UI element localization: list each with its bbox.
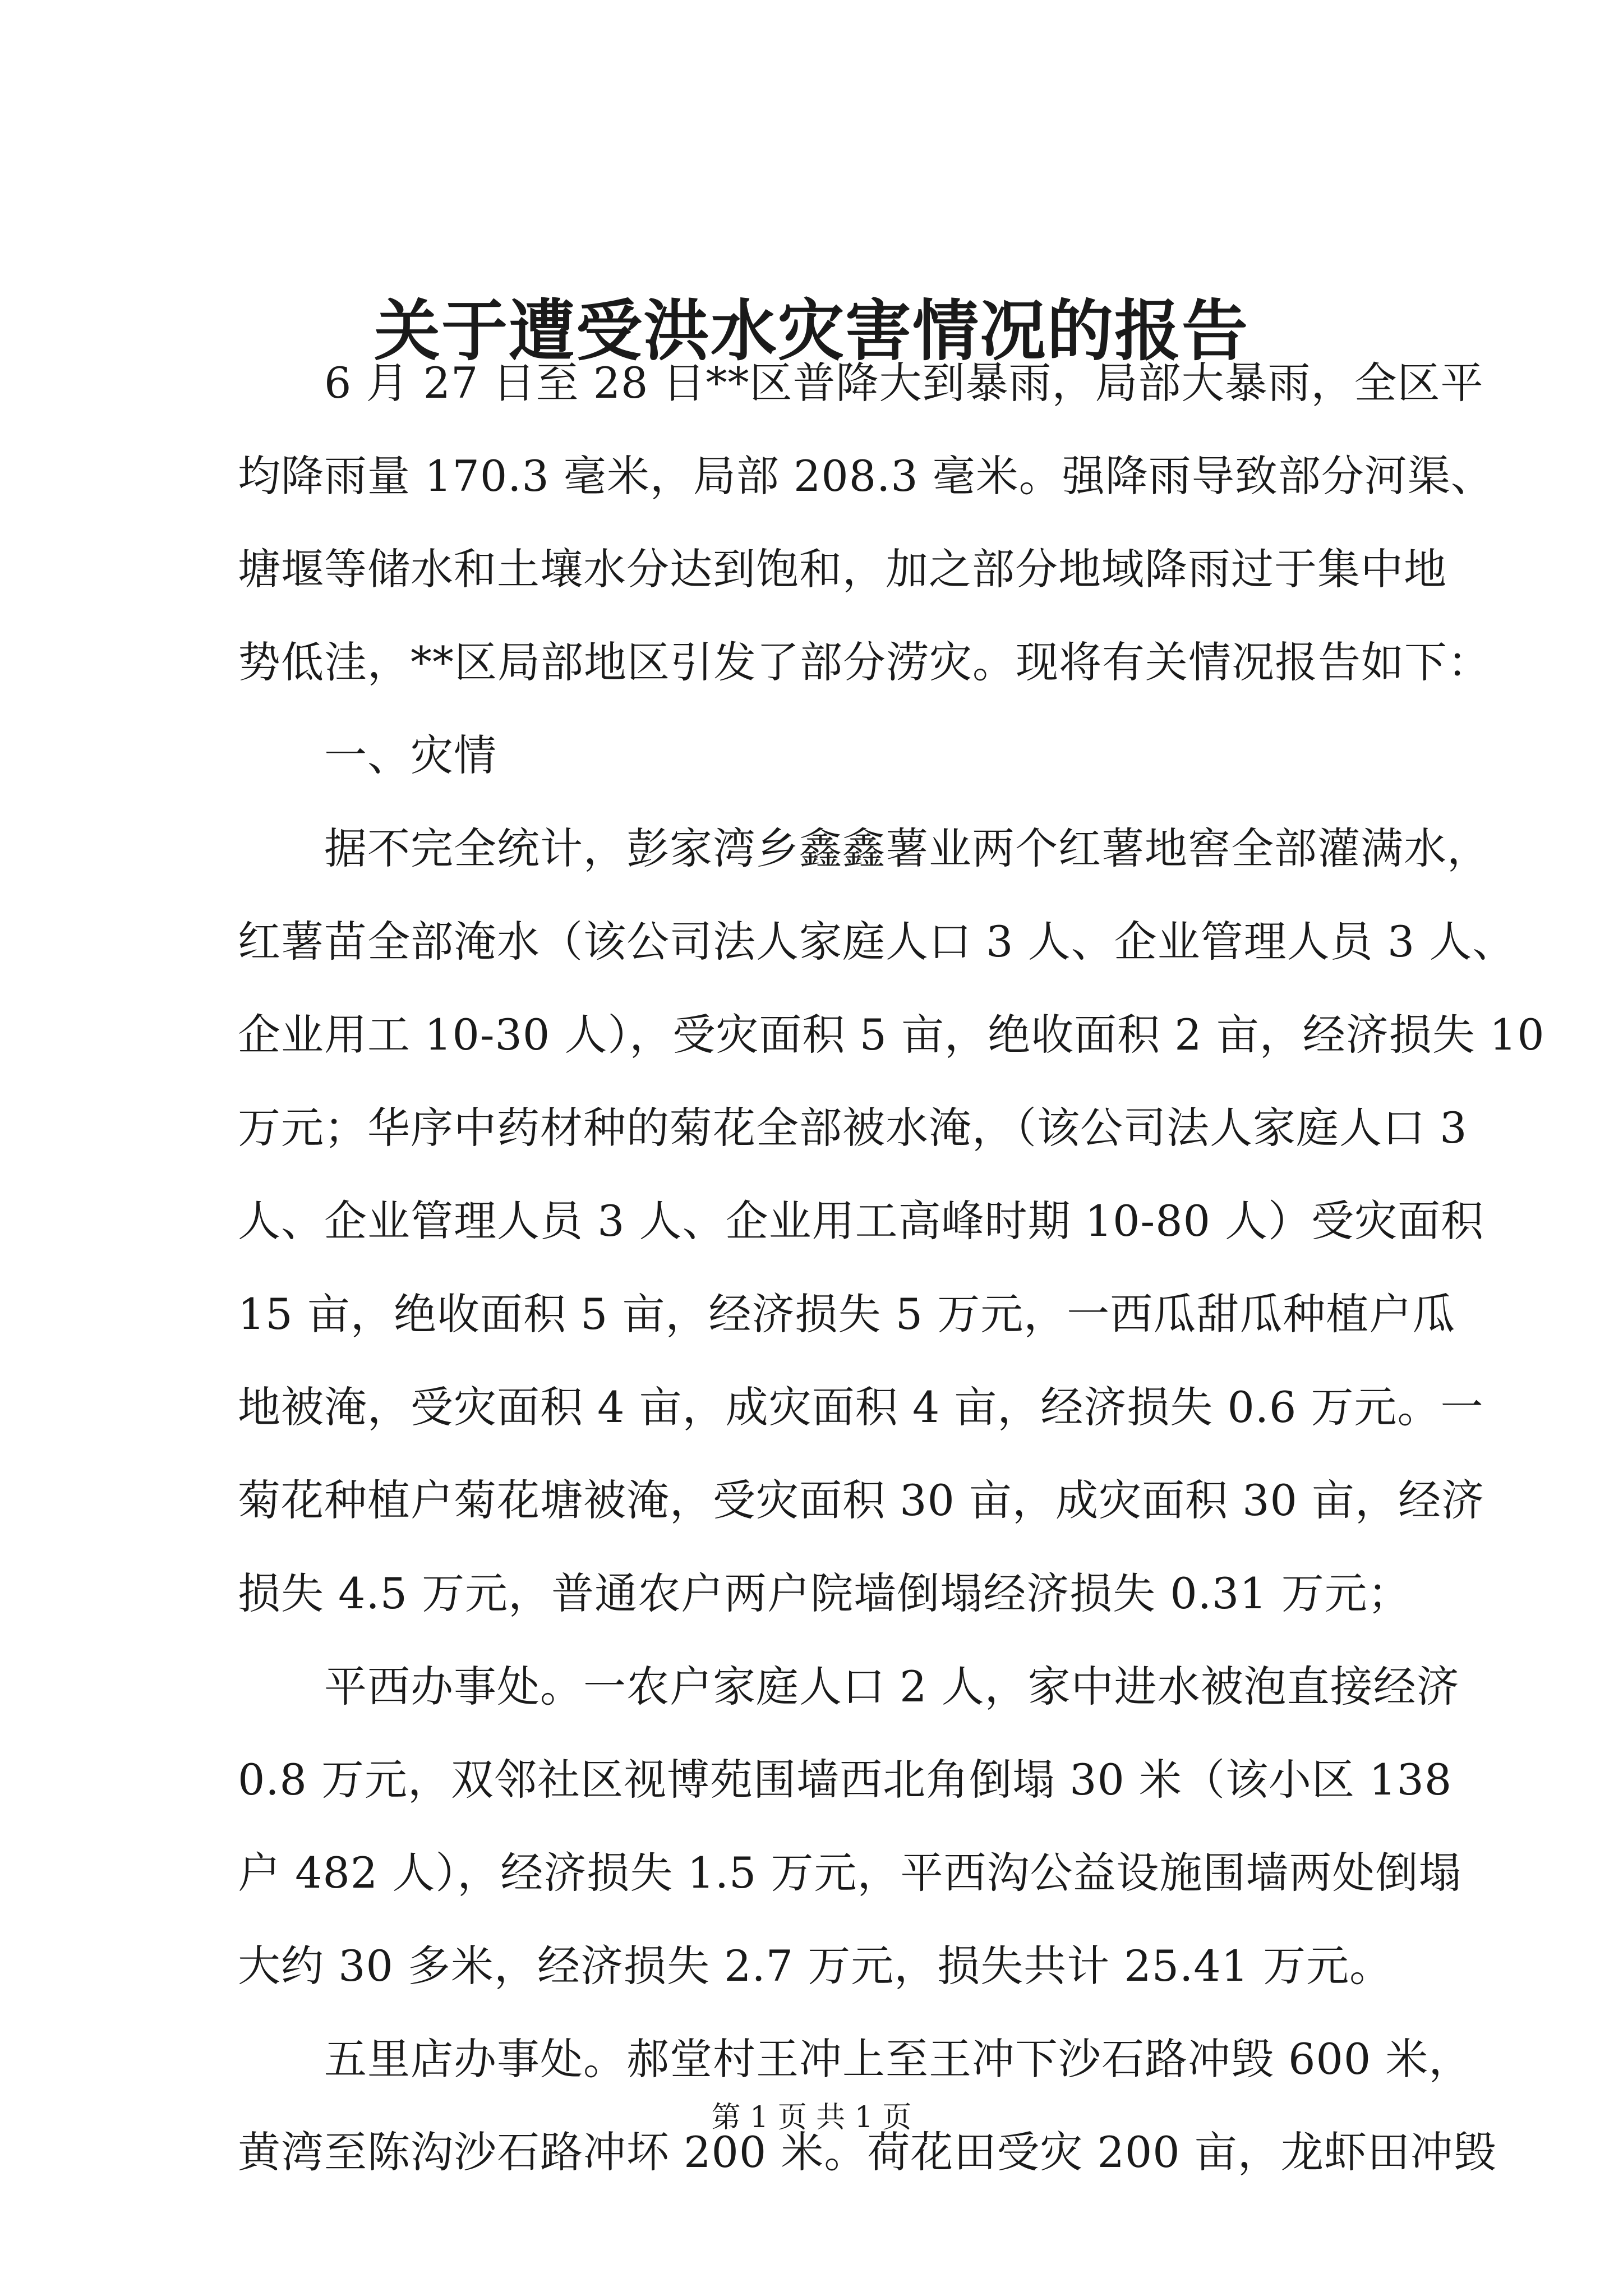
text-line: 6 月 27 日至 28 日**区普降大到暴雨，局部大暴雨，全区平 — [324, 358, 1484, 408]
text-line: 平西办事处。一农户家庭人口 2 人，家中进水被泡直接经济 — [324, 1662, 1460, 1711]
text-line: 户 482 人），经济损失 1.5 万元，平西沟公益设施围墙两处倒塌 — [238, 1848, 1462, 1898]
text-line: 万元；华序中药材种的菊花全部被水淹，（该公司法人家庭人口 3 — [238, 1103, 1468, 1153]
text-line: 据不完全统计，彭家湾乡鑫鑫薯业两个红薯地窖全部灌满水， — [324, 823, 1490, 873]
text-line: 人、企业管理人员 3 人、企业用工高峰时期 10-80 人）受灾面积 — [238, 1196, 1484, 1246]
text-line: 损失 4.5 万元，普通农户两户院墙倒塌经济损失 0.31 万元； — [238, 1568, 1411, 1618]
text-line: 大约 30 多米，经济损失 2.7 万元，损失共计 25.41 万元。 — [238, 1941, 1393, 1991]
text-line: 地被淹，受灾面积 4 亩，成灾面积 4 亩，经济损失 0.6 万元。一 — [238, 1382, 1484, 1432]
text-line: 菊花种植户菊花塘被淹，受灾面积 30 亩，成灾面积 30 亩，经济 — [238, 1475, 1485, 1525]
document-body — [238, 337, 1545, 2199]
text-line: 企业用工 10-30 人），受灾面积 5 亩，绝收面积 2 亩，经济损失 10 — [238, 1010, 1545, 1060]
text-line: 势低洼，**区局部地区引发了部分涝灾。现将有关情况报告如下： — [238, 637, 1491, 687]
text-line: 五里店办事处。郝堂村王冲上至王冲下沙石路冲毁 600 米， — [324, 2034, 1472, 2084]
section-heading: 一、灾情 — [324, 730, 497, 780]
text-line: 黄湾至陈沟沙石路冲坏 200 米。荷花田受灾 200 亩，龙虾田冲毁 — [238, 2127, 1497, 2177]
text-line: 15 亩，绝收面积 5 亩，经济损失 5 万元，一西瓜甜瓜种植户瓜 — [238, 1289, 1456, 1339]
text-line: 塘堰等储水和土壤水分达到饱和，加之部分地域降雨过于集中地 — [238, 544, 1447, 594]
document-title: 关于遭受洪水灾害情况的报告 — [374, 292, 1249, 370]
text-line: 0.8 万元，双邻社区视博苑围墙西北角倒塌 30 米（该小区 138 — [238, 1755, 1453, 1805]
page-footer: 第 1 页 共 1 页 — [711, 2101, 912, 2134]
text-line: 均降雨量 170.3 毫米，局部 208.3 毫米。强降雨导致部分河渠、 — [238, 451, 1494, 501]
text-line: 红薯苗全部淹水（该公司法人家庭人口 3 人、企业管理人员 3 人、 — [238, 917, 1516, 967]
